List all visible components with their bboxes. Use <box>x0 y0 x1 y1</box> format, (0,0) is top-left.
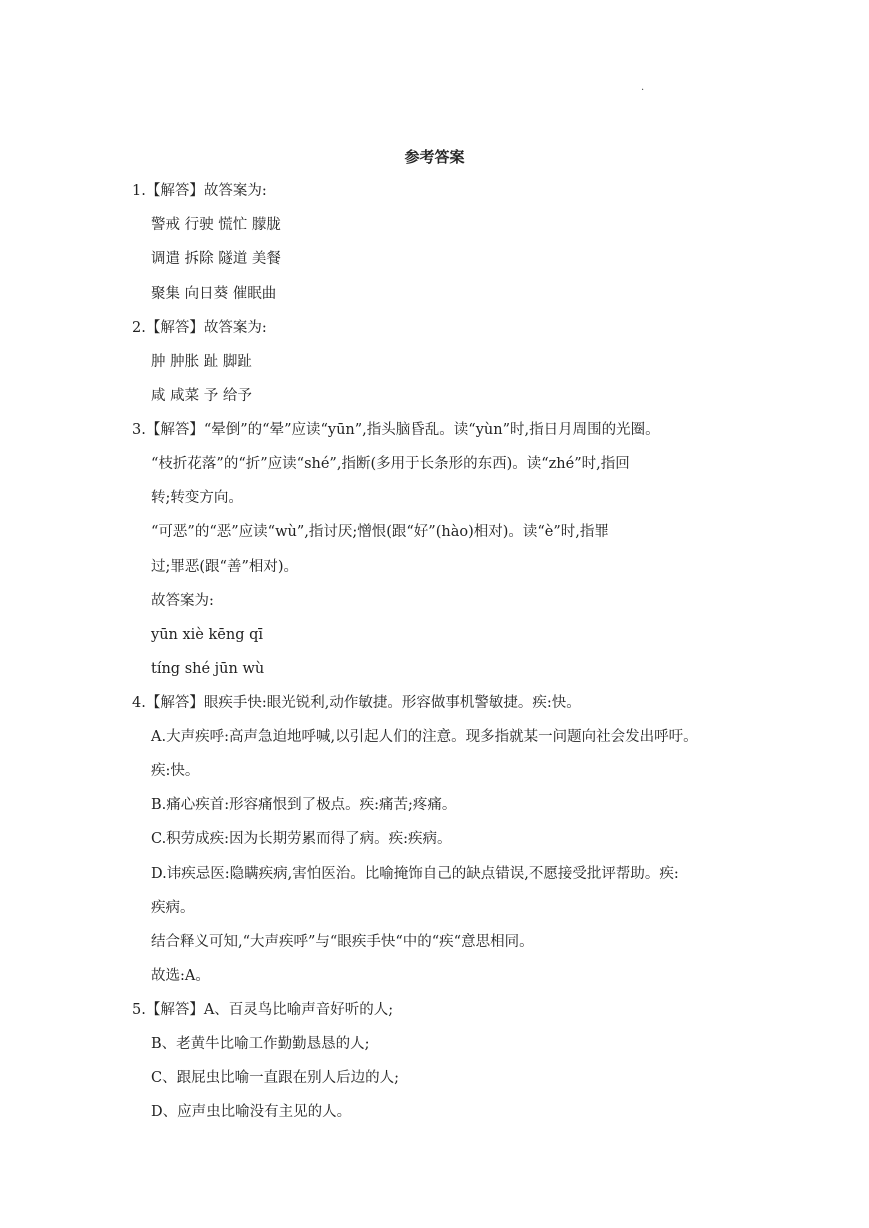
answer-3-line: “枝折花落”的“折”应读“shé”,指断(多用于长条形的东西)。读“zhé”时,指回 <box>151 456 630 472</box>
answer-3-line: 过;罪恶(跟“善”相对)。 <box>151 559 299 575</box>
answer-4-line: 故选:A。 <box>151 968 210 984</box>
answer-4-line: 疾:快。 <box>151 763 200 779</box>
answer-4-line: B.痛心疾首:形容痛恨到了极点。疾:痛苦;疼痛。 <box>151 797 457 813</box>
answer-1-line: 警戒 行驶 慌忙 朦胧 <box>151 217 281 233</box>
answer-4-line: D.讳疾忌医:隐瞒疾病,害怕医治。比喻掩饰自己的缺点错误,不愿接受批评帮助。疾: <box>151 866 679 882</box>
answer-2-line: 肿 肿胀 趾 脚趾 <box>151 354 252 370</box>
answer-3-line: “可恶”的“恶”应读“wù”,指讨厌;憎恨(跟“好”(hào)相对)。读“è”时,指罪 <box>151 524 609 540</box>
answer-4-head: 4.【解答】眼疾手快:眼光锐利,动作敏捷。形容做事机警敏捷。疾:快。 <box>132 695 581 711</box>
answer-5-line: C、跟屁虫比喻一直跟在别人后边的人; <box>151 1070 399 1086</box>
page-title: 参考答案 <box>404 148 465 166</box>
answer-5-line: D、应声虫比喻没有主见的人。 <box>151 1104 352 1120</box>
answer-1-line: 聚集 向日葵 催眠曲 <box>151 286 277 302</box>
answer-3-line: 转;转变方向。 <box>151 490 243 506</box>
corner-mark: . <box>641 82 645 93</box>
answer-5-head: 5.【解答】A、百灵鸟比喻声音好听的人; <box>132 1002 394 1018</box>
answer-5-line: B、老黄牛比喻工作勤勤恳恳的人; <box>151 1036 370 1052</box>
answer-1-line: 调遣 拆除 隧道 美餐 <box>151 251 281 267</box>
answer-2-head: 2.【解答】故答案为: <box>132 320 267 336</box>
answer-3-pinyin: tíng shé jūn wù <box>151 661 265 677</box>
answer-3-line: 故答案为: <box>151 593 214 609</box>
answer-4-line: 疾病。 <box>151 900 195 916</box>
answer-2-line: 咸 咸菜 予 给予 <box>151 388 252 404</box>
answer-3-head: 3.【解答】“晕倒”的“晕”应读“yūn”,指头脑昏乱。读“yùn”时,指日月周围的光圈。 <box>132 422 660 438</box>
answer-3-pinyin: yūn xiè kēng qī <box>151 627 263 643</box>
answer-4-line: C.积劳成疾:因为长期劳累而得了病。疾:疾病。 <box>151 831 452 847</box>
answer-4-line: A.大声疾呼:高声急迫地呼喊,以引起人们的注意。现多指就某一问题向社会发出呼吁。 <box>151 729 698 745</box>
answer-4-line: 结合释义可知,“大声疾呼”与“眼疾手快“中的“疾“意思相同。 <box>151 934 534 950</box>
answer-1-head: 1.【解答】故答案为: <box>132 183 267 199</box>
